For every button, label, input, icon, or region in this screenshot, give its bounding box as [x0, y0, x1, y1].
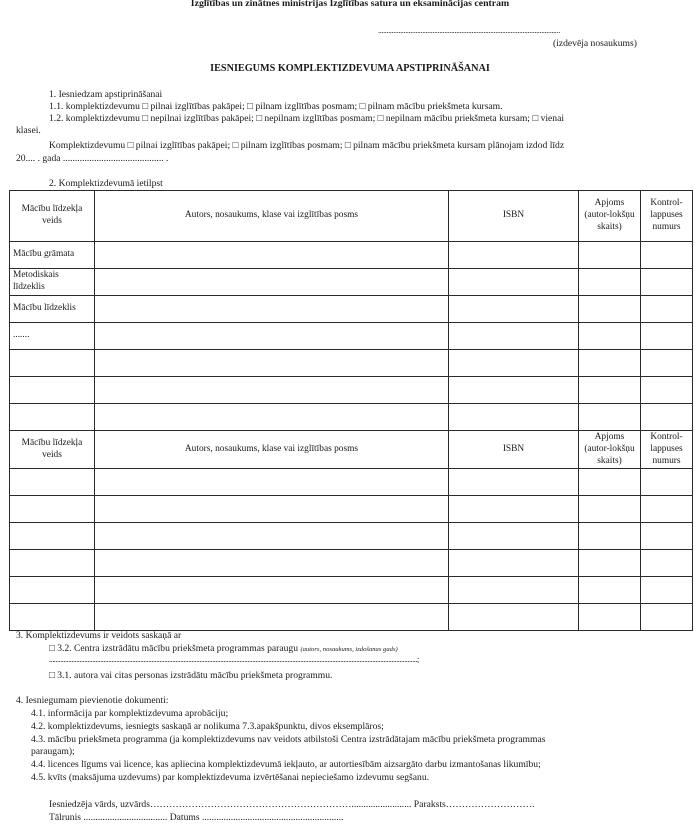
- publisher-label: (izdevēja nosaukums): [553, 38, 637, 49]
- section-3-heading: 3. Komplektizdevums ir veidots saskaņā ar: [16, 630, 182, 641]
- volume-cell[interactable]: [579, 377, 641, 404]
- item-3-2-fill-field[interactable]: ......................................................................................................................................................................................................................................;: [49, 655, 419, 664]
- table-header-row: [10, 191, 693, 242]
- item-1-2[interactable]: 1.2. komplektizdevumu □ nepilnai izglītības pakāpei; □ nepilnam izglītības posmam; □ nepilnam mācību priekšmeta kursam; □ vienai: [49, 113, 565, 124]
- volume-cell[interactable]: [579, 296, 641, 323]
- table-row: [10, 350, 693, 377]
- control-page-cell[interactable]: [641, 296, 693, 323]
- type-cell[interactable]: [10, 496, 95, 523]
- isbn-cell[interactable]: [449, 550, 579, 577]
- item-1-1[interactable]: 1.1. komplektizdevumu □ pilnai izglītības pakāpei; □ pilnam izglītības posmam; □ pilnam mācību priekšmeta kursam.: [49, 101, 503, 112]
- item-3-1[interactable]: □ 3.1. autora vai citas personas izstrādātu mācību priekšmeta programmu.: [49, 670, 333, 681]
- author-cell[interactable]: [95, 523, 449, 550]
- row-type-label: .......: [10, 323, 95, 350]
- isbn-cell[interactable]: [449, 269, 579, 296]
- isbn-cell[interactable]: [449, 242, 579, 269]
- table-row: [10, 377, 693, 404]
- table-row: [10, 404, 693, 431]
- volume-cell[interactable]: [579, 469, 641, 496]
- publisher-name-field[interactable]: ...........................................................................................................: [378, 26, 560, 35]
- materials-table-1: [9, 190, 693, 431]
- table-header-row: [10, 431, 693, 469]
- doc-item-4-1: 4.1. informācija par komplektizdevuma aprobāciju;: [31, 708, 229, 719]
- item-3-2-note: (autors, nosaukums, izdošanas gads): [300, 646, 398, 653]
- volume-cell[interactable]: [579, 269, 641, 296]
- volume-cell[interactable]: [579, 242, 641, 269]
- isbn-cell[interactable]: [449, 404, 579, 431]
- author-cell[interactable]: [95, 404, 449, 431]
- author-cell[interactable]: [95, 269, 449, 296]
- table-row: [10, 577, 693, 604]
- volume-cell[interactable]: [579, 323, 641, 350]
- phone-date-line[interactable]: Tālrunis ................................... Datums ...........................................................: [49, 812, 344, 823]
- isbn-cell[interactable]: [449, 296, 579, 323]
- plan-year-field[interactable]: 20.... . gada .......................................... .: [16, 153, 169, 164]
- doc-item-4-3-cont: paraugam);: [31, 746, 75, 757]
- volume-cell[interactable]: [579, 496, 641, 523]
- author-cell[interactable]: [95, 377, 449, 404]
- control-page-cell[interactable]: [641, 269, 693, 296]
- isbn-cell[interactable]: [449, 604, 579, 631]
- doc-item-4-2: 4.2. komplektizdevums, iesniegts saskaņā ar nolikuma 7.3.apakšpunktu, divos eksemplāros;: [31, 721, 384, 732]
- col-header-isbn: ISBN: [449, 431, 579, 469]
- ministry-heading: Izglītības un zinātnes ministrijas Izglītības satura un eksaminācijas centram: [190, 0, 510, 9]
- row-type-label: Metodiskais līdzeklis: [10, 269, 95, 296]
- isbn-cell[interactable]: [449, 523, 579, 550]
- author-cell[interactable]: [95, 323, 449, 350]
- control-page-cell[interactable]: [641, 496, 693, 523]
- col-header-isbn: ISBN: [449, 191, 579, 242]
- page-title: IESNIEGUMS KOMPLEKTIZDEVUMA APSTIPRINĀŠANAI: [210, 63, 490, 74]
- author-cell[interactable]: [95, 604, 449, 631]
- control-page-cell[interactable]: [641, 604, 693, 631]
- volume-cell[interactable]: [579, 550, 641, 577]
- type-cell[interactable]: [10, 577, 95, 604]
- type-cell[interactable]: [10, 550, 95, 577]
- control-page-cell[interactable]: [641, 577, 693, 604]
- control-page-cell[interactable]: [641, 242, 693, 269]
- item-3-2[interactable]: [49, 643, 398, 655]
- author-cell[interactable]: [95, 496, 449, 523]
- table-row: [10, 604, 693, 631]
- table-row: [10, 269, 693, 296]
- control-page-cell[interactable]: [641, 523, 693, 550]
- isbn-cell[interactable]: [449, 469, 579, 496]
- table-row: [10, 496, 693, 523]
- table-row: [10, 469, 693, 496]
- col-header-volume: Apjoms (autor-lokšņu skaits): [579, 191, 641, 242]
- type-cell[interactable]: [10, 404, 95, 431]
- author-cell[interactable]: [95, 550, 449, 577]
- author-cell[interactable]: [95, 350, 449, 377]
- isbn-cell[interactable]: [449, 577, 579, 604]
- col-header-type: Mācību līdzekļa veids: [10, 191, 95, 242]
- doc-item-4-5: 4.5. kvīts (maksājuma uzdevums) par komplektizdevuma izvērtēšanai nepieciešamo izdevumu segšanu.: [31, 772, 430, 783]
- isbn-cell[interactable]: [449, 350, 579, 377]
- author-cell[interactable]: [95, 577, 449, 604]
- author-cell[interactable]: [95, 469, 449, 496]
- row-type-label: Mācību grāmata: [10, 242, 95, 269]
- type-cell[interactable]: [10, 377, 95, 404]
- col-header-control-page: Kontrol-lappuses numurs: [641, 431, 693, 469]
- col-header-control-page: Kontrol-lappuses numurs: [641, 191, 693, 242]
- volume-cell[interactable]: [579, 577, 641, 604]
- control-page-cell[interactable]: [641, 404, 693, 431]
- control-page-cell[interactable]: [641, 350, 693, 377]
- doc-item-4-4: 4.4. licences līgums vai licence, kas apliecina komplektizdevumā iekļauto, ar autortiesībām aizsargāto darbu izmantošanas likumību;: [31, 759, 541, 770]
- type-cell[interactable]: [10, 350, 95, 377]
- item-3-2-label: □ 3.2. Centra izstrādātu mācību priekšmeta programmas paraugu: [49, 643, 299, 654]
- isbn-cell[interactable]: [449, 377, 579, 404]
- type-cell[interactable]: [10, 469, 95, 496]
- control-page-cell[interactable]: [641, 323, 693, 350]
- control-page-cell[interactable]: [641, 550, 693, 577]
- author-cell[interactable]: [95, 296, 449, 323]
- col-header-volume: Apjoms (autor-lokšņu skaits): [579, 431, 641, 469]
- type-cell[interactable]: [10, 523, 95, 550]
- table-row: [10, 323, 693, 350]
- applicant-name-signature-line[interactable]: Iesniedzēja vārds, uzvārds………………………………………………………......................... Paraksts……………………….: [49, 799, 535, 810]
- item-1-2-cont: klasei.: [16, 125, 41, 136]
- doc-item-4-3: 4.3. mācību priekšmeta programma (ja komplektizdevums nav veidots atbilstoši Centra izstrādātajam mācību priekšmeta programmas: [31, 734, 546, 745]
- table-row: [10, 523, 693, 550]
- author-cell[interactable]: [95, 242, 449, 269]
- volume-cell[interactable]: [579, 604, 641, 631]
- volume-cell[interactable]: [579, 404, 641, 431]
- control-page-cell[interactable]: [641, 377, 693, 404]
- volume-cell[interactable]: [579, 523, 641, 550]
- table-row: [10, 242, 693, 269]
- isbn-cell[interactable]: [449, 496, 579, 523]
- section-1-heading: 1. Iesniedzam apstiprināšanai: [49, 89, 163, 100]
- col-header-author: Autors, nosaukums, klase vai izglītības posms: [95, 191, 449, 242]
- materials-table-2: [9, 430, 693, 631]
- section-2-heading: 2. Komplektizdevumā ietilpst: [49, 178, 163, 189]
- isbn-cell[interactable]: [449, 323, 579, 350]
- plan-line[interactable]: Komplektizdevumu □ pilnai izglītības pakāpei; □ pilnam izglītības posmam; □ pilnam mācību priekšmeta kursam plānojam izdod līdz: [49, 140, 565, 151]
- type-cell[interactable]: [10, 604, 95, 631]
- volume-cell[interactable]: [579, 350, 641, 377]
- row-type-label: Mācību līdzeklis: [10, 296, 95, 323]
- col-header-author: Autors, nosaukums, klase vai izglītības posms: [95, 431, 449, 469]
- col-header-type: Mācību līdzekļa veids: [10, 431, 95, 469]
- table-row: [10, 296, 693, 323]
- control-page-cell[interactable]: [641, 469, 693, 496]
- section-4-heading: 4. Iesniegumam pievienotie dokumenti:: [16, 695, 169, 706]
- table-row: [10, 550, 693, 577]
